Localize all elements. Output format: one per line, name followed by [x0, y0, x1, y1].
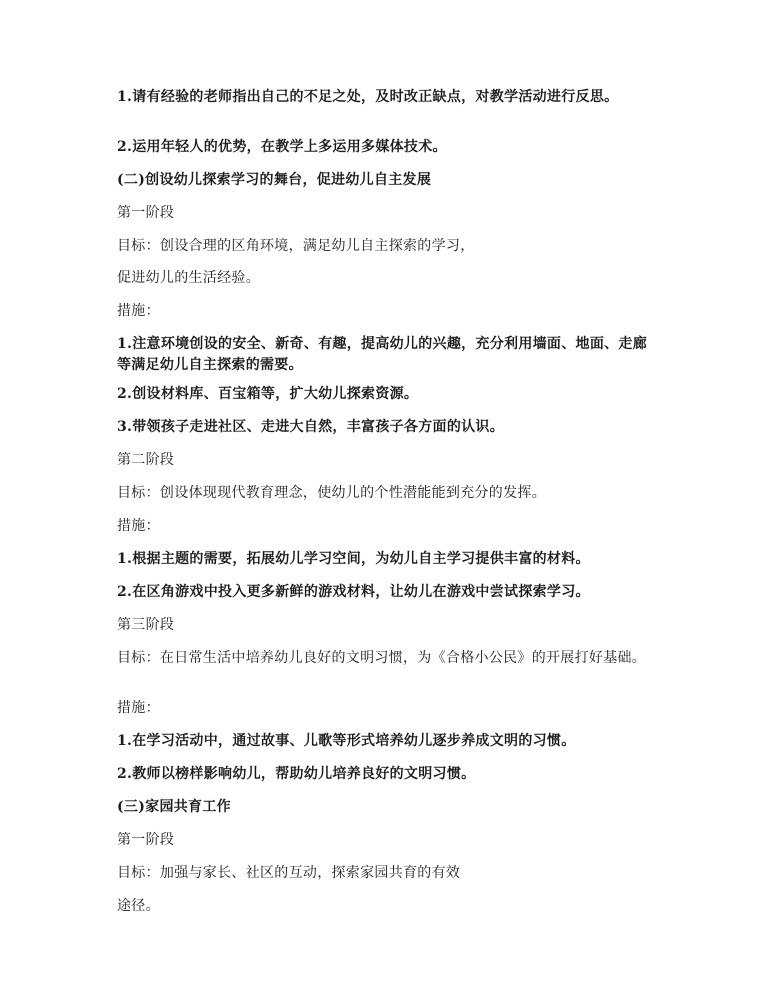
measure-item: 1.根据主题的需要，拓展幼儿学习空间，为幼儿自主学习提供丰富的材料。	[117, 551, 590, 567]
goal-text: 目标：在日常生活中培养幼儿良好的文明习惯，为《合格小公民》的开展打好基础。	[117, 650, 647, 666]
goal-text-continued: 途径。	[117, 898, 160, 914]
paragraph-2: 2.运用年轻人的优势，在教学上多运用多媒体技术。	[117, 139, 447, 155]
stage-label: 第一阶段	[117, 832, 175, 848]
measure-item: 2.创设材料库、百宝箱等，扩大幼儿探索资源。	[117, 386, 419, 402]
measure-item: 1.注意环境创设的安全、新奇、有趣，提高幼儿的兴趣，充分利用墙面、地面、走廊等满足幼儿自主探索的需要。	[117, 336, 648, 373]
goal-text: 目标：创设体现现代教育理念，使幼儿的个性潜能能到充分的发挥。	[117, 485, 546, 501]
measures-label: 措施：	[117, 303, 160, 319]
paragraph-1: 1.请有经验的老师指出自己的不足之处，及时改正缺点，对教学活动进行反思。	[117, 89, 619, 105]
goal-text: 目标：创设合理的区角环境，满足幼儿自主探索的学习，	[117, 238, 475, 254]
measure-item: 1.在学习活动中，通过故事、儿歌等形式培养幼儿逐步养成文明的习惯。	[117, 733, 576, 749]
measures-label: 措施：	[117, 518, 160, 534]
goal-text: 目标：加强与家长、社区的互动，探索家园共育的有效	[117, 865, 461, 881]
stage-label: 第一阶段	[117, 205, 175, 221]
section-heading-3: (三)家园共育工作	[117, 799, 231, 815]
stage-label: 第三阶段	[117, 617, 175, 633]
stage-label: 第二阶段	[117, 452, 175, 468]
measure-item: 3.带领孩子走进社区、走进大自然，丰富孩子各方面的认识。	[117, 419, 505, 435]
section-heading-2: (二)创设幼儿探索学习的舞台，促进幼儿自主发展	[117, 172, 432, 188]
goal-text-continued: 促进幼儿的生活经验。	[117, 270, 260, 286]
measure-item: 2.教师以榜样影响幼儿，帮助幼儿培养良好的文明习惯。	[117, 766, 476, 782]
measures-label: 措施：	[117, 700, 160, 716]
measure-item: 2.在区角游戏中投入更多新鲜的游戏材料，让幼儿在游戏中尝试探索学习。	[117, 584, 590, 600]
